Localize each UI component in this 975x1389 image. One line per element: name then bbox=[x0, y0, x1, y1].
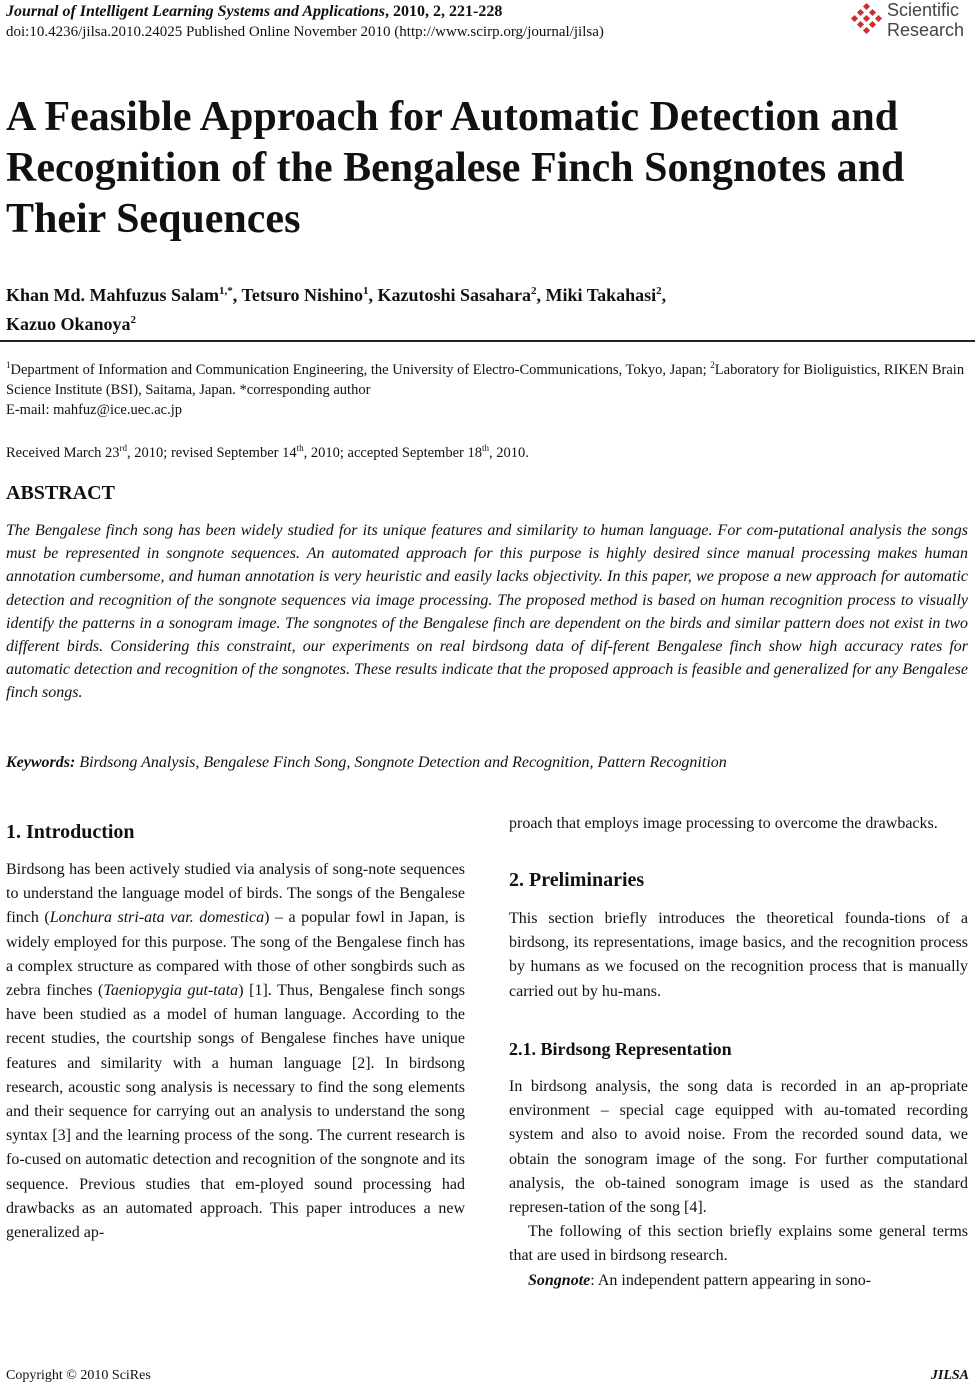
affiliations bbox=[6, 355, 971, 420]
species-name: Taeniopygia gut-tata bbox=[103, 982, 239, 1000]
paper-title: A Feasible Approach for Automatic Detection and Recognition of the Bengalese Finch Songnotes and Their Sequences bbox=[6, 94, 905, 242]
intro-text: Birdsong has been actively studied via analysis of song-note sequences to understand the language model of birds. The songs of the Bengalese finch ( bbox=[6, 861, 465, 927]
introduction-paragraph-end: proach that employs image processing to overcome the drawbacks. bbox=[509, 815, 938, 832]
logo-text bbox=[887, 0, 964, 40]
author-affiliation-mark: 2 bbox=[656, 285, 662, 297]
affiliation-mark: 1 bbox=[6, 360, 11, 370]
birdsong-representation-body bbox=[509, 1075, 968, 1293]
abstract-heading: ABSTRACT bbox=[6, 482, 115, 504]
author-name: , Tetsuro Nishino bbox=[232, 285, 364, 305]
author-affiliation-mark: 2 bbox=[130, 314, 137, 326]
preliminaries-body bbox=[509, 907, 968, 1004]
ordinal-suffix: rd bbox=[119, 443, 128, 453]
abstract-text: The Bengalese finch song has been widely studied for its unique features and similarity to human language. For com-putational analysis the songs must be represented in songnote sequences. An automated approach for this purpose is highly desired since manual processing makes human annotation cumbersome, and human annotation is very heuristic and easily lacks objectivity. In this paper, we propose a new approach for automatic detection and recognition of the songnote sequences via image processing. The proposed method is based on human recognition process to visually identify the patterns in a sonogram image. The songnotes of the Bengalese finch are dependent on the birds and similar pattern does not exist in two different birds. Considering this constraint, our experiments on real birdsong data of dif-ferent Bengalese finch show high accuracy rates for automatic detection and recognition of the songnotes. These results indicate that the proposed approach is feasible and generalized for any Bengalese finch songs. bbox=[6, 522, 968, 702]
footer-copyright: Copyright © 2010 SciRes bbox=[6, 1368, 151, 1383]
author-affiliation-mark: 1,* bbox=[219, 285, 233, 297]
preliminaries-paragraph: This section briefly introduces the theoretical founda-tions of a birdsong, its representations, image basics, and the recognition process by humans as we focused on the recognition process that is manually carried out by hu-mans. bbox=[509, 910, 968, 1000]
header-divider bbox=[0, 340, 975, 342]
author-name: Kazuo Okanoya bbox=[6, 314, 131, 334]
ordinal-suffix: th bbox=[481, 443, 489, 453]
accepted-text: , 2010; accepted September 18 bbox=[303, 444, 482, 461]
footer-journal-abbr: JILSA bbox=[930, 1368, 969, 1383]
birdsong-paragraph: The following of this section briefly explains some general terms that are used in birdsong research. bbox=[509, 1223, 968, 1265]
received-dates bbox=[6, 438, 971, 463]
scientific-research-logo bbox=[849, 0, 971, 44]
songnote-definition bbox=[509, 1269, 968, 1293]
definition-text: : An independent pattern appearing in sono- bbox=[590, 1271, 872, 1289]
author-list: Khan Md. Mahfuzus Salam$^{1,*}$, Tetsuro Nishino$^1$, Kazutoshi Sasahara$^2$, Miki Takahasi$^2$, Kazuo Okanoya$^2$ bbox=[6, 285, 667, 334]
birdsong-paragraph: In birdsong analysis, the song data is recorded in an ap-propriate environment – special cage equipped with au-tomated recording system and also to avoid noise. From the recorded sound data, we obtain the sonogram image of the song. For further computational analysis, the ob-tained sonogram image is used as the standard represen-tation of the song [4]. bbox=[509, 1078, 968, 1217]
revised-text: , 2010; revised September 14 bbox=[127, 444, 297, 461]
keywords-colon: : bbox=[70, 754, 80, 771]
affiliation-text: Department of Information and Communication Engineering, the University of Electro-Communications, Tokyo, Japan; bbox=[10, 361, 711, 378]
author-name: Khan Md. Mahfuzus Salam bbox=[6, 285, 220, 305]
keywords-label: Keywords bbox=[6, 754, 70, 771]
year-text: , 2010. bbox=[489, 444, 529, 461]
subsection-heading-birdsong-representation: 2.1. Birdsong Representation bbox=[509, 1039, 732, 1059]
author-name: , Miki Takahasi bbox=[536, 285, 657, 305]
keywords-list: Birdsong Analysis, Bengalese Finch Song, Songnote Detection and Recognition, Pattern Recognition bbox=[79, 754, 727, 771]
author-affiliation-mark: 1 bbox=[363, 285, 369, 297]
section-heading-introduction: 1. Introduction bbox=[6, 821, 135, 843]
introduction-body bbox=[6, 858, 465, 1245]
journal-citation bbox=[6, 2, 836, 22]
intro-text: ) – a popular fowl in Japan, is widely employed for this purpose. The song of the Bengalese finch has a complex structure as compared with those of other songbirds such as zebra finches ( bbox=[6, 909, 465, 1000]
term-songnote: Songnote bbox=[528, 1271, 591, 1289]
journal-volume-pages: , 2010, 2, 221-228 bbox=[385, 3, 503, 20]
received-text: Received March 23 bbox=[6, 444, 120, 461]
logo-line-1: Scientific bbox=[887, 0, 960, 20]
affiliation-text: Laboratory for Bioliguistics, RIKEN Brain Science Institute (BSI), Saitama, Japan. *corresponding author bbox=[6, 361, 965, 398]
logo-diamond-icon bbox=[849, 3, 885, 39]
affiliation-mark: 2 bbox=[710, 360, 715, 370]
journal-header bbox=[6, 2, 836, 42]
author-affiliation-mark: 2 bbox=[531, 285, 537, 297]
logo-line-2: Research bbox=[887, 20, 965, 40]
intro-text: ) [1]. Thus, Bengalese finch songs have been studied as a model of human language. According to the recent studies, the courtship songs of Bengalese finches have unique features and similarity with a human language [2]. In birdsong research, acoustic song analysis is necessary to find the song elements and their sequence for carrying out an analysis to understand the song syntax [3] and the learning process of the song. The current research is fo-cused on automatic detection and recognition of the songnote and its sequence. Previous studies that em-ployed sound processing had drawbacks as an automated approach. This paper introduces a new generalized ap- bbox=[6, 982, 465, 1242]
doi-line: doi:10.4236/jilsa.2010.24025 Published Online November 2010 (http://www.scirp.org/journal/jilsa) bbox=[6, 24, 604, 40]
species-name: Lonchura stri-ata var. domestica bbox=[49, 909, 265, 927]
introduction-continued bbox=[509, 812, 968, 836]
author-name: , Kazutoshi Sasahara bbox=[368, 285, 532, 305]
ordinal-suffix: th bbox=[296, 443, 304, 453]
introduction-paragraph bbox=[6, 858, 465, 1245]
author-email: E-mail: mahfuz@ice.uec.ac.jp bbox=[6, 401, 182, 418]
section-heading-preliminaries: 2. Preliminaries bbox=[509, 869, 645, 891]
journal-name: Journal of Intelligent Learning Systems and Applications bbox=[6, 3, 386, 20]
keywords bbox=[6, 752, 968, 774]
